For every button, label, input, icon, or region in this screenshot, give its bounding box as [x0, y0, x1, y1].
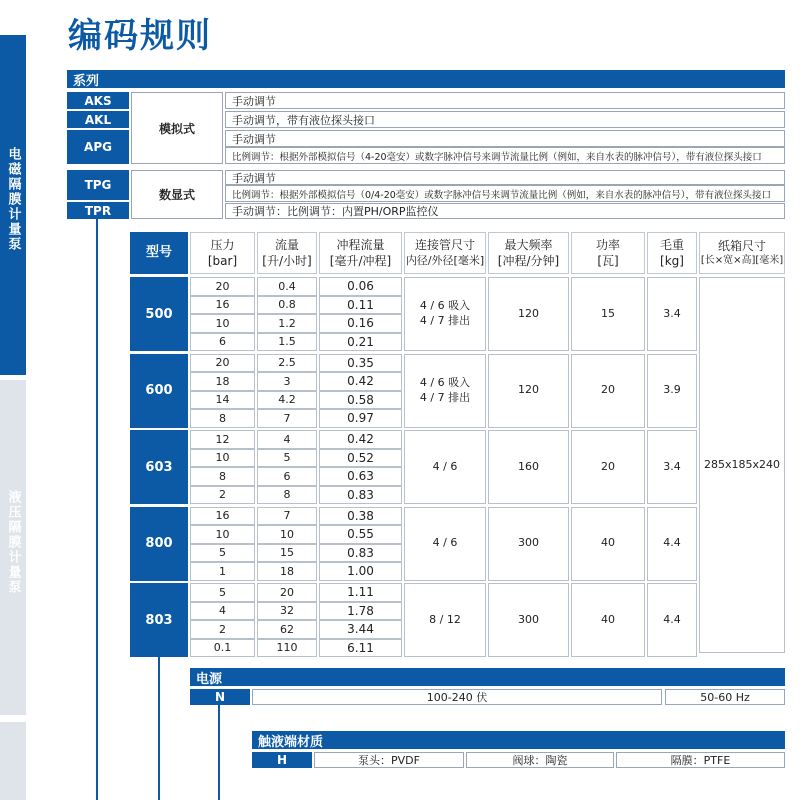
stroke-volume-cell: 1.00	[319, 562, 402, 581]
pressure-cell: 2	[190, 486, 255, 505]
side-tab-blank	[0, 722, 26, 800]
material-diaphragm: 隔膜：PTFE	[616, 752, 785, 768]
stroke-volume-cell: 0.97	[319, 409, 402, 428]
model-800: 800	[130, 507, 188, 581]
code-tpg: TPG	[67, 170, 129, 200]
connection-size	[404, 430, 486, 504]
pressure-cell: 8	[190, 409, 255, 428]
stroke-volume-cell: 0.16	[319, 314, 402, 333]
connection-size-line: 8 / 12	[429, 612, 461, 626]
series-desc-tpg-prop: 比例调节：根据外部模拟信号（0/4-20毫安）或数字脉冲信号来调节流量比例（例如，来自水表的脉冲信号），带有液位探头接口	[225, 185, 785, 202]
side-tab-hydraulic[interactable]: 液压隔膜计量泵	[0, 380, 26, 715]
pressure-cell: 0.1	[190, 639, 255, 658]
connection-size	[404, 277, 486, 351]
power-frequency: 50-60 Hz	[665, 689, 785, 705]
flow-cell: 1.5	[257, 333, 317, 352]
series-desc-tpg-manual: 手动调节	[225, 170, 785, 185]
weight: 4.4	[647, 583, 697, 657]
material-valve-ball: 阀球：陶瓷	[466, 752, 614, 768]
connection-size-line: 4 / 6	[432, 536, 458, 550]
flow-cell: 0.4	[257, 277, 317, 296]
max-frequency: 120	[488, 354, 569, 428]
flow-cell: 18	[257, 562, 317, 581]
power-voltage: 100-240 伏	[252, 689, 662, 705]
power: 15	[571, 277, 645, 351]
flow-cell: 5	[257, 449, 317, 468]
flow-cell: 7	[257, 409, 317, 428]
side-tab-electromagnetic[interactable]: 电磁隔膜计量泵	[0, 35, 26, 375]
weight: 3.9	[647, 354, 697, 428]
connection-size	[404, 507, 486, 581]
th-weight: 毛重 [kg]	[647, 232, 697, 274]
flow-cell: 7	[257, 507, 317, 526]
stroke-volume-cell: 0.35	[319, 354, 402, 373]
power: 20	[571, 354, 645, 428]
flow-cell: 2.5	[257, 354, 317, 373]
material-header: 触液端材质	[252, 731, 785, 749]
connector-line-3	[218, 705, 220, 800]
material-pump-head: 泵头：PVDF	[314, 752, 464, 768]
stroke-volume-cell: 1.11	[319, 583, 402, 602]
pressure-cell: 10	[190, 525, 255, 544]
power-header: 电源	[190, 668, 785, 686]
pressure-cell: 14	[190, 391, 255, 410]
flow-cell: 8	[257, 486, 317, 505]
flow-cell: 62	[257, 620, 317, 639]
stroke-volume-cell: 0.83	[319, 544, 402, 563]
pressure-cell: 16	[190, 296, 255, 315]
series-desc-tpr: 手动调节：比例调节：内置PH/ORP监控仪	[225, 203, 785, 219]
model-603: 603	[130, 430, 188, 504]
connection-size-line: 4 / 7 排出	[419, 390, 471, 404]
series-desc-apg-prop: 比例调节：根据外部模拟信号（4-20毫安）或数字脉冲信号来调节流量比例（例如，来自水表的脉冲信号），带有液位探头接口	[225, 147, 785, 164]
flow-cell: 1.2	[257, 314, 317, 333]
pressure-cell: 10	[190, 314, 255, 333]
flow-cell: 15	[257, 544, 317, 563]
flow-cell: 10	[257, 525, 317, 544]
code-akl: AKL	[67, 111, 129, 128]
weight: 3.4	[647, 430, 697, 504]
pressure-cell: 18	[190, 372, 255, 391]
power: 40	[571, 507, 645, 581]
pressure-cell: 20	[190, 277, 255, 296]
stroke-volume-cell: 0.11	[319, 296, 402, 315]
th-max-frequency: 最大频率 [冲程/分钟]	[488, 232, 569, 274]
pressure-cell: 5	[190, 583, 255, 602]
flow-cell: 110	[257, 639, 317, 658]
stroke-volume-cell: 3.44	[319, 620, 402, 639]
page-title: 编码规则	[68, 16, 212, 56]
pressure-cell: 1	[190, 562, 255, 581]
connection-size-line: 4 / 6 吸入	[419, 299, 471, 313]
stroke-volume-cell: 0.21	[319, 333, 402, 352]
model-600: 600	[130, 354, 188, 428]
flow-cell: 20	[257, 583, 317, 602]
th-stroke-volume: 冲程流量 [毫升/冲程]	[319, 232, 402, 274]
stroke-volume-cell: 0.63	[319, 467, 402, 486]
th-flow: 流量 [升/小时]	[257, 232, 317, 274]
power: 40	[571, 583, 645, 657]
series-desc-aks: 手动调节	[225, 92, 785, 109]
pressure-cell: 4	[190, 602, 255, 621]
flow-cell: 32	[257, 602, 317, 621]
max-frequency: 160	[488, 430, 569, 504]
code-aks: AKS	[67, 92, 129, 109]
weight: 4.4	[647, 507, 697, 581]
flow-cell: 0.8	[257, 296, 317, 315]
stroke-volume-cell: 0.42	[319, 372, 402, 391]
pressure-cell: 20	[190, 354, 255, 373]
code-n: N	[190, 689, 250, 705]
max-frequency: 300	[488, 583, 569, 657]
series-desc-akl: 手动调节，带有液位探头接口	[225, 111, 785, 128]
series-desc-apg-manual: 手动调节	[225, 130, 785, 147]
flow-cell: 3	[257, 372, 317, 391]
series-type-digital: 数显式	[131, 170, 223, 219]
stroke-volume-cell: 0.55	[319, 525, 402, 544]
pressure-cell: 5	[190, 544, 255, 563]
connector-line-1	[96, 219, 98, 800]
pressure-cell: 16	[190, 507, 255, 526]
model-500: 500	[130, 277, 188, 351]
pressure-cell: 8	[190, 467, 255, 486]
stroke-volume-cell: 0.38	[319, 507, 402, 526]
connector-line-2	[158, 652, 160, 800]
stroke-volume-cell: 0.42	[319, 430, 402, 449]
connection-size-line: 4 / 7 排出	[419, 314, 471, 327]
flow-cell: 6	[257, 467, 317, 486]
power: 20	[571, 430, 645, 504]
connection-size-line: 4 / 6	[432, 459, 458, 473]
stroke-volume-cell: 1.78	[319, 602, 402, 621]
stroke-volume-cell: 6.11	[319, 639, 402, 658]
code-h: H	[252, 752, 312, 768]
series-type-analog: 模拟式	[131, 92, 223, 164]
stroke-volume-cell: 0.06	[319, 277, 402, 296]
pressure-cell: 10	[190, 449, 255, 468]
series-header: 系列	[67, 70, 785, 88]
max-frequency: 120	[488, 277, 569, 351]
stroke-volume-cell: 0.83	[319, 486, 402, 505]
max-frequency: 300	[488, 507, 569, 581]
connection-size	[404, 583, 486, 657]
th-carton: 纸箱尺寸 [长×宽×高][毫米]	[699, 232, 785, 274]
flow-cell: 4	[257, 430, 317, 449]
model-803: 803	[130, 583, 188, 657]
weight: 3.4	[647, 277, 697, 351]
connection-size	[404, 354, 486, 428]
carton-size: 285x185x240	[699, 277, 785, 653]
th-power: 功率 [瓦]	[571, 232, 645, 274]
code-apg: APG	[67, 130, 129, 164]
pressure-cell: 12	[190, 430, 255, 449]
pressure-cell: 2	[190, 620, 255, 639]
stroke-volume-cell: 0.58	[319, 391, 402, 410]
th-model: 型号	[130, 232, 188, 274]
code-tpr: TPR	[67, 202, 129, 219]
th-pressure: 压力 [bar]	[190, 232, 255, 274]
pressure-cell: 6	[190, 333, 255, 352]
th-connection: 连接管尺寸 内径/外径[毫米]	[404, 232, 486, 274]
flow-cell: 4.2	[257, 391, 317, 410]
connection-size-line: 4 / 6 吸入	[419, 375, 471, 389]
stroke-volume-cell: 0.52	[319, 449, 402, 468]
